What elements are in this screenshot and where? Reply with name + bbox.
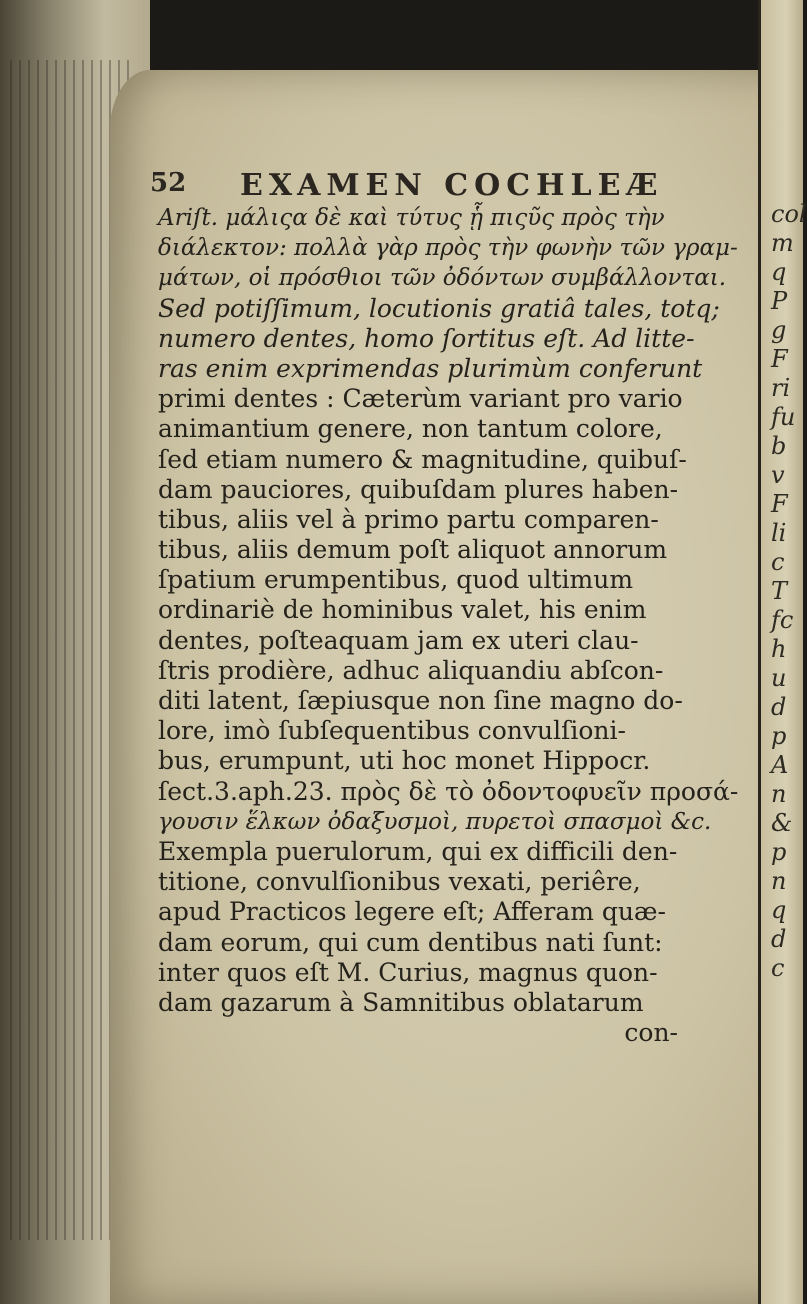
- text-line: dam gazarum à Samnitibus oblatarum: [158, 987, 644, 1017]
- text-line: μάτων, οἱ πρόσθιοι τῶν ὀδόντων συμβάλλονται.: [158, 265, 727, 292]
- text-line: ſpatium erumpentibus, quod ultimum: [158, 565, 634, 595]
- text-line: Ariſt. μάλιςα δὲ καὶ τύτυς ᾗ πιςῦς πρὸς τὴν: [158, 205, 665, 231]
- facing-page-fragment: c: [771, 954, 785, 982]
- facing-page-fragment: p: [771, 722, 787, 750]
- text-line: dentes, poſteaquam jam ex uteri clau-: [158, 625, 639, 655]
- text-line: numero dentes, homo ſortitus eſt. Ad litte-: [158, 323, 695, 353]
- text-line: animantium genere, non tantum colore,: [158, 414, 663, 444]
- facing-page-fragment: fu: [771, 403, 796, 431]
- text-line: tibus, aliis vel à primo partu comparen-: [158, 504, 659, 534]
- text-line: titione, convulſionibus vexati, periêre,: [158, 867, 641, 897]
- facing-page-fragment: c: [771, 548, 785, 576]
- facing-page-fragment: col: [771, 200, 807, 228]
- text-line: ordinariè de hominibus valet, his enim: [158, 595, 647, 625]
- facing-page-fragment: ri: [771, 374, 791, 402]
- text-line: con-: [624, 1018, 678, 1048]
- text-line: γουσιν ἕλκων ὀδαξυσμοὶ, πυρετοὶ σπασμοὶ &c.: [158, 808, 712, 835]
- facing-page-fragment: F: [771, 490, 788, 518]
- facing-page-fragment: &: [771, 809, 793, 837]
- page-header: [150, 168, 710, 208]
- text-line: ſtris prodière, adhuc aliquandiu abſcon-: [158, 655, 664, 685]
- facing-page-fragment: P: [771, 287, 788, 315]
- text-line: diti latent, ſæpiusque non ſine magno do-: [158, 686, 683, 715]
- facing-page-fragment: A: [771, 751, 789, 779]
- running-title: EXAMEN COCHLEÆ: [240, 168, 664, 203]
- text-line: ras enim exprimendas plurimùm conferunt: [158, 353, 703, 383]
- facing-page-fragment: p: [771, 838, 787, 866]
- facing-page-fragment: g: [771, 316, 787, 344]
- text-line: ſect.3.aph.23. πρὸς δὲ τὸ ὀδοντοφυεῖν προσά-: [158, 776, 739, 806]
- body-text: [158, 203, 739, 1048]
- facing-page-fragment: m: [771, 229, 794, 257]
- text-line: διάλεκτον: πολλὰ γὰρ πρὸς τὴν φωνὴν τῶν γραμ-: [158, 235, 738, 262]
- facing-page-fragment: fc: [771, 606, 794, 634]
- text-line: lore, imò ſubſequentibus convulſioni-: [158, 716, 626, 746]
- facing-page-fragment: q: [771, 258, 787, 286]
- facing-page-fragment: d: [771, 925, 787, 953]
- facing-page-fragment: b: [771, 432, 787, 460]
- facing-page-fragment: u: [771, 664, 787, 692]
- text-line: bus, erumpunt, uti hoc monet Hippocr.: [158, 746, 651, 776]
- facing-page-fragment: T: [771, 577, 788, 605]
- text-line: ſed etiam numero & magnitudine, quibuſ-: [158, 444, 687, 474]
- page-number: 52: [150, 168, 187, 198]
- facing-page-fragment: h: [771, 635, 787, 663]
- text-line: primi dentes : Cæterùm variant pro vario: [158, 384, 683, 414]
- text-line: inter quos eſt M. Curius, magnus quon-: [158, 957, 658, 987]
- text-line: dam pauciores, quibuſdam plures haben-: [158, 474, 679, 504]
- facing-page-fragment: q: [771, 896, 787, 924]
- facing-page-fragment: F: [771, 345, 788, 373]
- text-line: apud Practicos legere eſt; Afferam quæ-: [158, 897, 666, 927]
- facing-page-fragment: d: [771, 693, 787, 721]
- facing-page-strip: [758, 0, 807, 1304]
- facing-page-fragment: v: [771, 461, 785, 489]
- text-line: dam eorum, qui cum dentibus nati ſunt:: [158, 927, 663, 957]
- text-line: Exempla puerulorum, qui ex difficili den-: [158, 836, 678, 866]
- facing-page-fragment: n: [771, 780, 787, 808]
- text-line: Sed potiſſimum, locutionis gratiâ tales, totq;: [158, 293, 720, 323]
- facing-page-fragment: n: [771, 867, 787, 895]
- text-line: tibus, aliis demum poſt aliquot annorum: [158, 535, 668, 565]
- facing-page-fragment: li: [771, 519, 787, 547]
